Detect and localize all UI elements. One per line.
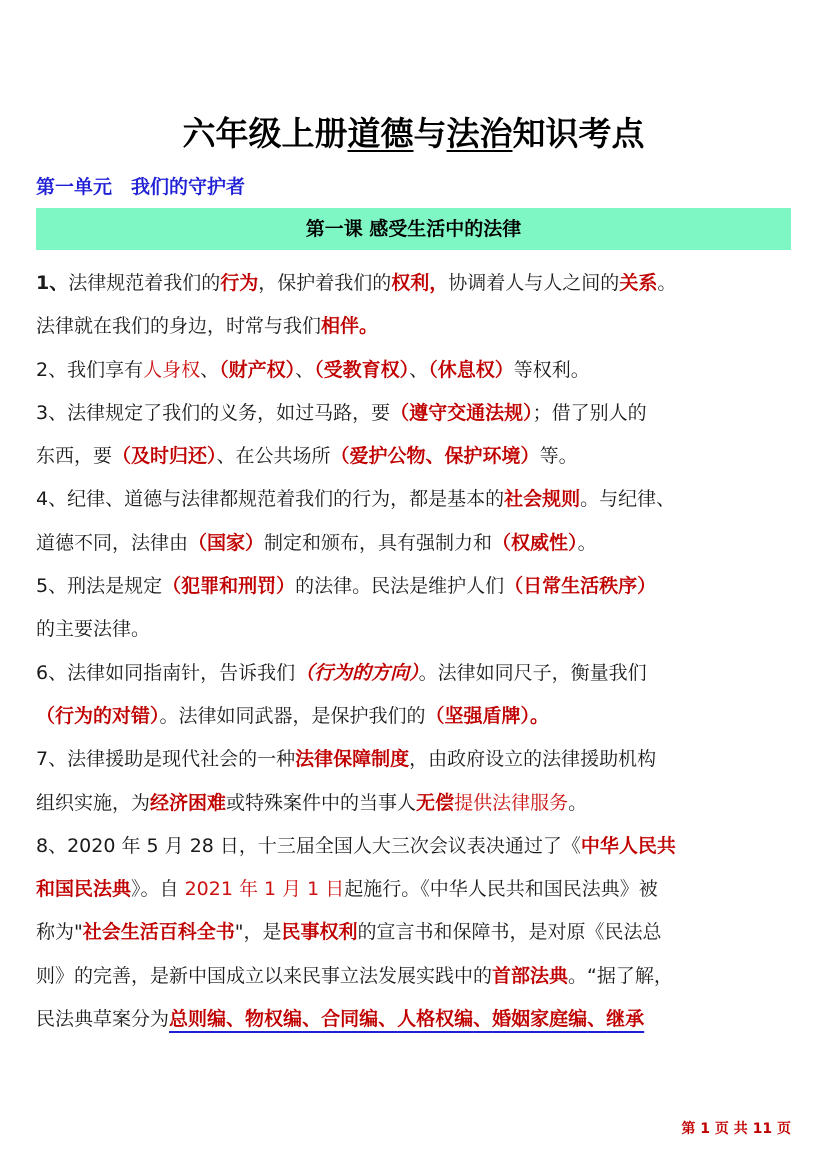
keyword: 物权编 [245, 1008, 303, 1031]
keyword: 继承 [606, 1008, 645, 1031]
text: 、 [473, 1008, 493, 1031]
item-number: 1、 [36, 272, 69, 294]
text: 或特殊案件中的当事人 [226, 791, 417, 814]
keyword: 无偿 [416, 791, 455, 814]
keyword: （行为的对错） [36, 704, 160, 727]
text-line [36, 738, 796, 781]
text: 、 [409, 358, 429, 381]
text: 等。 [539, 445, 578, 468]
text: 。 [657, 272, 677, 294]
keyword: （休息权） [428, 358, 514, 381]
text-line [36, 565, 796, 608]
title-part: 与 [413, 114, 447, 153]
text: ；借了别人的 [532, 401, 647, 424]
keyword: 和国民法典 [36, 878, 132, 901]
keyword: （日常生活秩序） [504, 575, 657, 598]
keyword: （财产权） [219, 358, 296, 381]
text-line [36, 392, 796, 435]
content-body [36, 262, 796, 1041]
text: 4、纪律、道德与法律都规范着我们的行为，都是基本的 [36, 488, 505, 511]
unit-heading: 第一单元 我们的守护者 [36, 176, 246, 198]
text: 的主要法律。 [36, 618, 151, 641]
text: 、 [226, 1008, 246, 1031]
text: 。 [568, 791, 588, 814]
text: ，保护着我们的 [258, 272, 392, 294]
keyword: 权利， [391, 272, 449, 294]
text: "，是 [234, 921, 282, 944]
lesson-heading: 第一课 感受生活中的法律 [36, 208, 791, 250]
keyword: 经济困难 [150, 791, 227, 814]
keyword: （国家） [188, 531, 265, 554]
text: 法律就在我们的身边，时常与我们 [36, 315, 322, 338]
text: 东西，要 [36, 445, 113, 468]
keyword: （爱护公物、保护环境） [330, 445, 540, 468]
keyword: （受教育权） [314, 358, 410, 381]
text: 的宣言书和保障书，是对原《民法总 [357, 921, 662, 944]
text: 道德不同，法律由 [36, 531, 189, 554]
text: ，由政府设立的法律援助机构 [409, 748, 657, 771]
text-line [36, 695, 796, 738]
page-title [0, 108, 827, 155]
text-line [36, 868, 796, 911]
keyword: （犯罪和刑罚） [162, 575, 296, 598]
keyword: 人身权 [143, 358, 201, 381]
keyword: 民事权利 [281, 921, 358, 944]
text: 称为" [36, 921, 83, 944]
text-line [36, 478, 796, 521]
text: 3、法律规定了我们的义务，如过马路，要 [36, 401, 391, 424]
text: 。法律如同尺子，衡量我们 [418, 661, 647, 684]
text-line [36, 998, 796, 1041]
keyword: 社会生活百科全书 [82, 921, 235, 944]
title-part-underlined: 法治 [446, 114, 513, 153]
keyword: （权威性） [492, 531, 578, 554]
text: 。法律如同武器，是保护我们的 [159, 704, 426, 727]
text: 》。自 [131, 878, 185, 901]
keyword: 首部法典 [492, 964, 569, 987]
keyword: 合同编 [321, 1008, 379, 1031]
text: 、 [302, 1008, 322, 1031]
text-line [36, 262, 796, 305]
keyword: （遵守交通法规） [390, 401, 533, 424]
text-line [36, 825, 796, 868]
text-line [36, 608, 796, 651]
text: 、 [295, 358, 315, 381]
text: 。与纪律、 [580, 488, 676, 511]
text: 6、法律如同指南针，告诉我们 [36, 661, 296, 684]
text: 民法典草案分为 [36, 1008, 170, 1031]
text: 。 [577, 531, 597, 554]
text: 制定和颁布，具有强制力和 [264, 531, 493, 554]
page-number: 第 1 页 共 11 页 [681, 1121, 791, 1137]
title-part: 知识考点 [512, 114, 645, 153]
keyword: 总则编 [169, 1008, 227, 1031]
keyword: 行为 [220, 272, 259, 294]
keyword: 中华人民共 [580, 834, 676, 857]
text-line [36, 349, 796, 392]
title-part: 六年级上册 [182, 114, 348, 153]
keyword: 2021 年 1 月 1 日 [184, 878, 345, 901]
text: 的法律。民法是维护人们 [295, 575, 505, 598]
title-part-underlined: 道德 [347, 114, 414, 153]
text: 则》的完善，是新中国成立以来民事立法发展实践中的 [36, 964, 493, 987]
keyword: 关系 [619, 272, 658, 294]
text-line [36, 955, 796, 998]
text: 、 [200, 358, 220, 381]
text: 、 [378, 1008, 398, 1031]
keyword: 提供法律服务 [454, 791, 569, 814]
keyword: （坚强盾牌） [425, 704, 531, 727]
text-line [36, 522, 796, 565]
text-line [36, 435, 796, 478]
keyword: 社会规则 [504, 488, 581, 511]
text: 等权利。 [513, 358, 590, 381]
text: 2、我们享有 [36, 358, 144, 381]
keyword: 法律保障制度 [295, 748, 410, 771]
keyword: （行为的方向） [295, 661, 419, 684]
text: 法律规范着我们的 [68, 272, 221, 294]
keyword: 人格权编 [397, 1008, 474, 1031]
text: 组织实施，为 [36, 791, 151, 814]
text: 7、法律援助是现代社会的一种 [36, 748, 296, 771]
text: 、在公共场所 [216, 445, 331, 468]
text: 5、刑法是规定 [36, 575, 163, 598]
text-line [36, 652, 796, 695]
text-line [36, 911, 796, 954]
text: 8、2020 年 5 月 28 日，十三届全国人大三次会议表决通过了《 [36, 834, 581, 857]
text-line [36, 782, 796, 825]
text: 起施行。《中华人民共和国民法典》被 [344, 878, 658, 901]
text: 。“据了解， [568, 964, 673, 987]
text: 。 [530, 704, 550, 727]
keyword: 婚姻家庭编 [492, 1008, 588, 1031]
text: 协调着人与人之间的 [448, 272, 620, 294]
keyword: （及时归还） [112, 445, 217, 468]
text-line [36, 305, 796, 348]
keyword: 相伴。 [321, 315, 379, 338]
text: 、 [587, 1008, 607, 1031]
